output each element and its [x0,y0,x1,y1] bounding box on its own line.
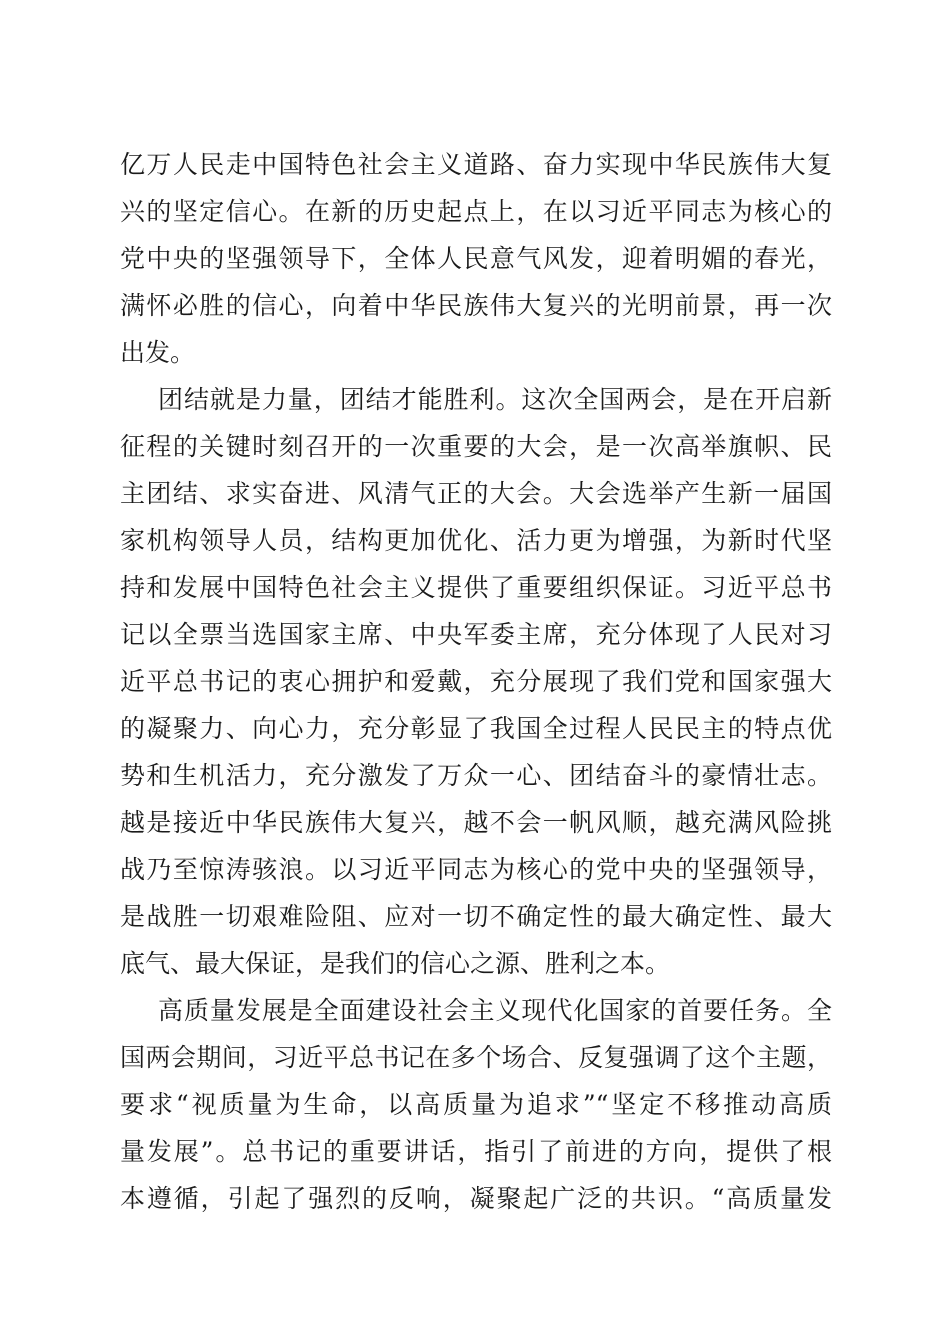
text-line: 量发展”。总书记的重要讲话，指引了前进的方向，提供了根 [120,1137,832,1166]
text-line: 征程的关键时刻召开的一次重要的大会，是一次高举旗帜、民 [120,432,832,461]
text-line: 出发。 [120,338,196,367]
text-line: 越是接近中华民族伟大复兴，越不会一帆风顺，越充满风险挑 [120,808,832,837]
text-line: 近平总书记的衷心拥护和爱戴，充分展现了我们党和国家强大 [120,667,832,696]
text-line: 持和发展中国特色社会主义提供了重要组织保证。习近平总书 [120,573,832,602]
text-line: 的凝聚力、向心力，充分彰显了我国全过程人民民主的特点优 [120,714,832,743]
text-line: 是战胜一切艰难险阻、应对一切不确定性的最大确定性、最大 [120,902,832,931]
text-line: 国两会期间，习近平总书记在多个场合、反复强调了这个主题， [120,1043,832,1072]
text-line: 本遵循，引起了强烈的反响，凝聚起广泛的共识。“高质量发 [120,1184,832,1213]
text-line: 战乃至惊涛骇浪。以习近平同志为核心的党中央的坚强领导， [120,855,832,884]
text-line: 党中央的坚强领导下，全体人民意气风发，迎着明媚的春光， [120,244,832,273]
text-line: 兴的坚定信心。在新的历史起点上，在以习近平同志为核心的 [120,197,832,226]
text-line: 要求“视质量为生命，以高质量为追求”“坚定不移推动高质 [120,1090,832,1119]
text-line: 记以全票当选国家主席、中央军委主席，充分体现了人民对习 [120,620,832,649]
text-line: 底气、最大保证，是我们的信心之源、胜利之本。 [120,949,671,978]
text-line: 满怀必胜的信心，向着中华民族伟大复兴的光明前景，再一次 [120,291,832,320]
text-line: 高质量发展是全面建设社会主义现代化国家的首要任务。全 [158,996,832,1025]
text-line: 主团结、求实奋进、风清气正的大会。大会选举产生新一届国 [120,479,832,508]
text-line: 亿万人民走中国特色社会主义道路、奋力实现中华民族伟大复 [120,150,832,179]
body-text [120,141,832,1222]
text-line: 团结就是力量，团结才能胜利。这次全国两会，是在开启新 [158,385,832,414]
text-line: 势和生机活力，充分激发了万众一心、团结奋斗的豪情壮志。 [120,761,832,790]
text-line: 家机构领导人员，结构更加优化、活力更为增强，为新时代坚 [120,526,832,555]
